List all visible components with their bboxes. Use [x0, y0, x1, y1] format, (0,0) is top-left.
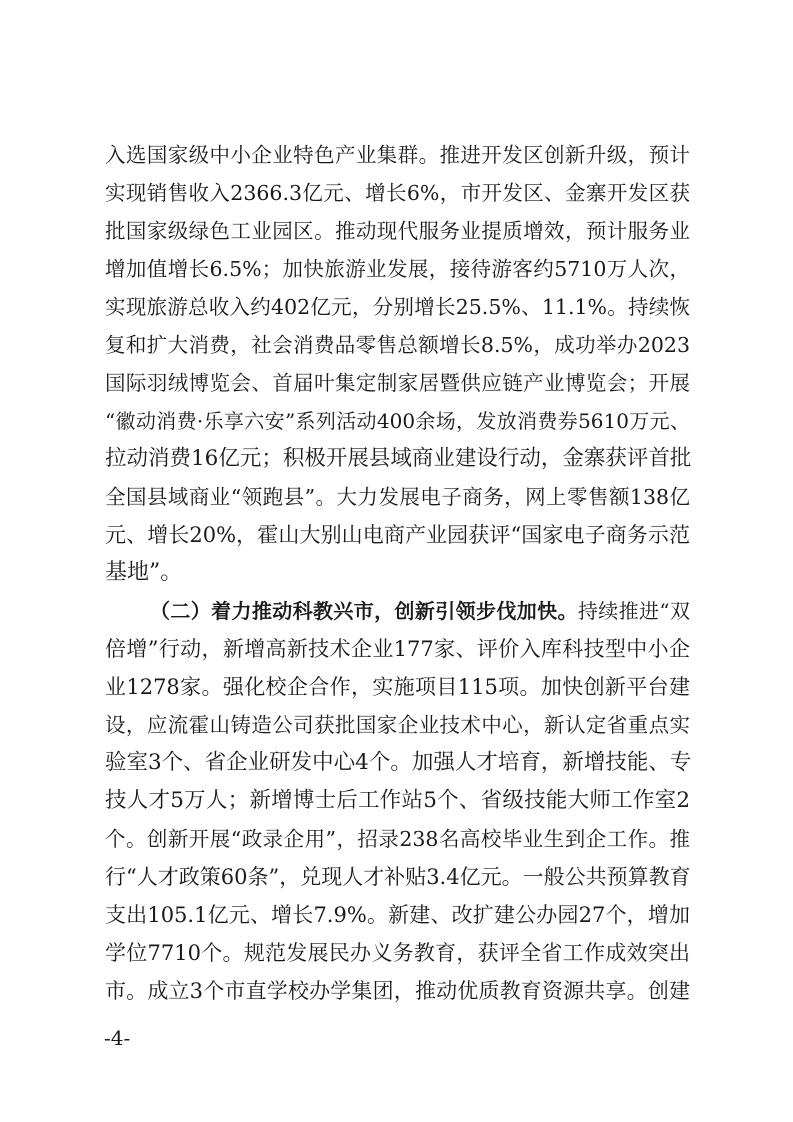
paragraph-2-line: 市。成立3个市直学校办学集团，推动优质教育资源共享。创建	[105, 979, 690, 1003]
paragraph-1-line: “徽动消费·乐享六安”系列活动400余场，发放消费券5610万元、	[105, 409, 690, 433]
paragraph-2-line: 验室3个、省企业研发中心4个。加强人才培育，新增技能、专	[105, 750, 692, 775]
paragraph-1-line: 全国县域商业“领跑县”。大力发展电子商务，网上零售额138亿	[105, 485, 690, 509]
paragraph-2-line: 设，应流霍山铸造公司获批国家企业技术中心，新认定省重点实	[105, 713, 690, 737]
paragraph-1-line: 入选国家级中小企业特色产业集群。推进开发区创新升级，预计	[105, 143, 690, 167]
paragraph-1-line: 基地”。	[105, 560, 183, 585]
page-number: -4-	[104, 1026, 131, 1050]
paragraph-1-line: 拉动消费16亿元；积极开展县域商业建设行动，金寨获评首批	[105, 446, 692, 471]
paragraph-2-line: 行“人才政策60条”，兑现人才补贴3.4亿元。一般公共预算教育	[105, 865, 691, 889]
paragraph-2-line: 业1278家。强化校企合作，实施项目115项。加快创新平台建	[105, 675, 690, 699]
paragraph-1-line: 复和扩大消费，社会消费品零售总额增长8.5%，成功举办2023	[105, 333, 690, 357]
paragraph-2-line: 技人才5万人；新增博士后工作站5个、省级技能大师工作室2	[105, 788, 690, 813]
paragraph-2-line: 个。创新开展“政录企用”，招录238名高校毕业生到企工作。推	[105, 827, 690, 851]
paragraph-2-line: 学位7710个。规范发展民办义务教育，获评全省工作成效突出	[105, 941, 690, 965]
paragraph-2-line: 支出105.1亿元、增长7.9%。新建、改扩建公办园27个，增加	[105, 903, 690, 927]
paragraph-1-line: 元、增长20%，霍山大别山电商产业园获评“国家电子商务示范	[105, 523, 690, 547]
paragraph-1-line: 实现销售收入2366.3亿元、增长6%，市开发区、金寨开发区获	[105, 181, 690, 205]
section-heading-rest: 持续推进“双	[577, 599, 690, 623]
paragraph-2-line: 倍增”行动，新增高新技术企业177家、评价入库科技型中小企	[105, 637, 690, 661]
paragraph-1-line: 实现旅游总收入约402亿元，分别增长25.5%、11.1%。持续恢	[105, 295, 690, 319]
paragraph-1-line: 国际羽绒博览会、首届叶集定制家居暨供应链产业博览会；开展	[105, 371, 690, 395]
section-heading-line	[150, 592, 690, 630]
paragraph-1-line: 批国家级绿色工业园区。推动现代服务业提质增效，预计服务业	[105, 219, 690, 243]
section-heading: （二）着力推动科教兴市，创新引领步伐加快。	[150, 599, 578, 623]
paragraph-1-line: 增加值增长6.5%；加快旅游业发展，接待游客约5710万人次，	[105, 257, 690, 281]
